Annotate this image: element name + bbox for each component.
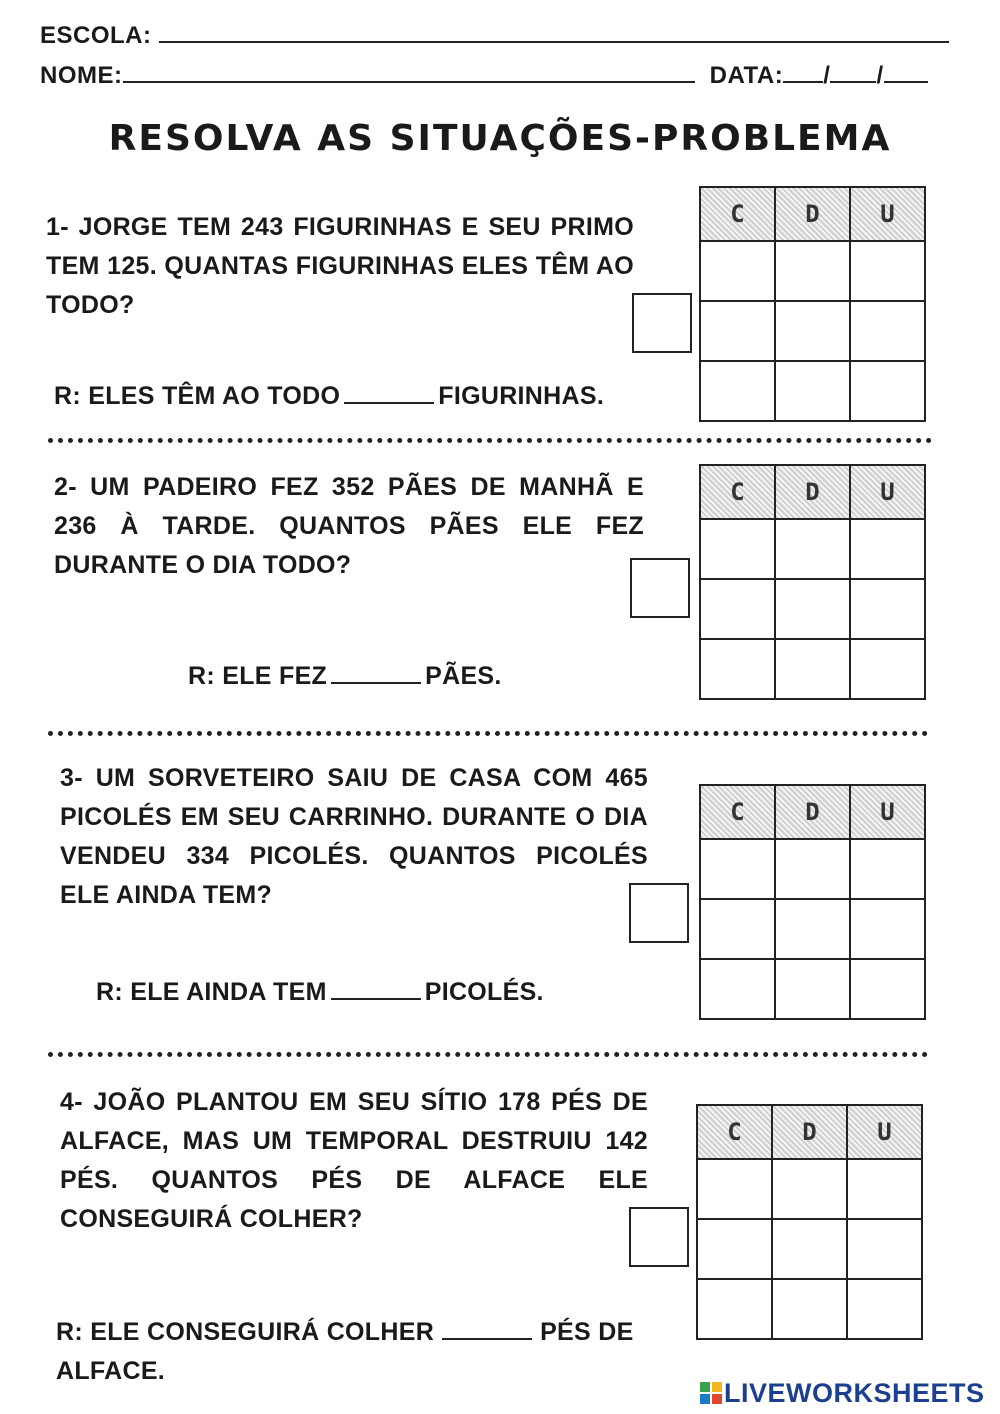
separator <box>48 1052 928 1057</box>
cdu-cell[interactable] <box>700 899 775 959</box>
header-u: U <box>850 785 925 839</box>
cdu-cell[interactable] <box>775 361 850 421</box>
header-u: U <box>847 1105 922 1159</box>
cdu-cell[interactable] <box>850 579 925 639</box>
cdu-cell[interactable] <box>775 301 850 361</box>
name-date-line <box>40 62 928 90</box>
cdu-cell[interactable] <box>775 519 850 579</box>
header-c: C <box>697 1105 772 1159</box>
date-separator: / <box>823 62 831 89</box>
problem-1-text: 1- JORGE TEM 243 FIGURINHAS E SEU PRIMO TEM 125. QUANTAS FIGURINHAS ELES TÊM AO TODO? <box>46 213 634 319</box>
problem-4-cdu-table <box>696 1104 923 1340</box>
name-label: NOME: <box>40 62 123 89</box>
cdu-cell[interactable] <box>850 519 925 579</box>
page-title: RESOLVA AS SITUAÇÕES-PROBLEMA <box>108 118 892 159</box>
header-d: D <box>775 187 850 241</box>
name-field[interactable] <box>123 81 695 83</box>
date-month-field[interactable] <box>830 81 876 83</box>
date-year-field[interactable] <box>884 81 928 83</box>
cdu-cell[interactable] <box>700 639 775 699</box>
problem-2-text: 2- UM PADEIRO FEZ 352 PÃES DE MANHÃ E 236 À TARDE. QUANTOS PÃES ELE FEZ DURANTE O DIA TODO? <box>54 473 644 579</box>
answer-suffix: PÉS DE ALFACE. <box>56 1318 634 1385</box>
problem-3-answer-blank[interactable] <box>331 978 421 1000</box>
problem-4-answer-box[interactable] <box>629 1207 689 1267</box>
date-day-field[interactable] <box>783 81 823 83</box>
problem-3-text: 3- UM SORVETEIRO SAIU DE CASA COM 465 PICOLÉS EM SEU CARRINHO. DURANTE O DIA VENDEU 334 PICOLÉS. QUANTOS PICOLÉS ELE AINDA TEM? <box>60 764 648 909</box>
school-field[interactable] <box>159 41 949 43</box>
cdu-cell[interactable] <box>700 241 775 301</box>
answer-suffix: FIGURINHAS. <box>438 382 605 410</box>
header-d: D <box>775 785 850 839</box>
problem-4-answer <box>56 1313 656 1391</box>
liveworksheets-logo-icon <box>700 1382 722 1404</box>
problem-3-answer <box>96 978 544 1007</box>
cdu-cell[interactable] <box>850 241 925 301</box>
cdu-cell[interactable] <box>700 519 775 579</box>
problem-1-answer-blank[interactable] <box>344 382 434 404</box>
cdu-cell[interactable] <box>850 301 925 361</box>
problem-1-answer <box>54 382 604 411</box>
cdu-cell[interactable] <box>772 1159 847 1219</box>
answer-prefix: R: ELES TÊM AO TODO <box>54 382 341 410</box>
liveworksheets-logo <box>700 1378 985 1409</box>
cdu-cell[interactable] <box>775 839 850 899</box>
answer-suffix: PÃES. <box>425 662 502 690</box>
cdu-cell[interactable] <box>772 1279 847 1339</box>
problem-3-cdu-table <box>699 784 926 1020</box>
brand-name: LIVEWORKSHEETS <box>724 1378 985 1408</box>
cdu-cell[interactable] <box>847 1219 922 1279</box>
cdu-cell[interactable] <box>850 959 925 1019</box>
header-c: C <box>700 187 775 241</box>
problem-2-answer-blank[interactable] <box>331 662 421 684</box>
problem-3-answer-box[interactable] <box>629 883 689 943</box>
header-d: D <box>775 465 850 519</box>
cdu-cell[interactable] <box>775 959 850 1019</box>
answer-prefix: R: ELE CONSEGUIRÁ COLHER <box>56 1318 435 1346</box>
problem-4-text: 4- JOÃO PLANTOU EM SEU SÍTIO 178 PÉS DE ALFACE, MAS UM TEMPORAL DESTRUIU 142 PÉS. QUANTOS PÉS DE ALFACE ELE CONSEGUIRÁ COLHER? <box>60 1088 648 1233</box>
cdu-cell[interactable] <box>850 639 925 699</box>
cdu-cell[interactable] <box>847 1159 922 1219</box>
cdu-cell[interactable] <box>700 579 775 639</box>
cdu-cell[interactable] <box>700 301 775 361</box>
cdu-cell[interactable] <box>775 579 850 639</box>
header-c: C <box>700 785 775 839</box>
problem-2-answer-box[interactable] <box>630 558 690 618</box>
header-d: D <box>772 1105 847 1159</box>
cdu-cell[interactable] <box>697 1159 772 1219</box>
cdu-cell[interactable] <box>850 361 925 421</box>
date-label: DATA: <box>709 62 784 89</box>
cdu-cell[interactable] <box>850 839 925 899</box>
cdu-cell[interactable] <box>775 639 850 699</box>
problem-4-answer-blank[interactable] <box>442 1318 532 1340</box>
problem-2-cdu-table <box>699 464 926 700</box>
header-c: C <box>700 465 775 519</box>
cdu-cell[interactable] <box>775 241 850 301</box>
problem-2-answer <box>188 662 502 691</box>
header-u: U <box>850 465 925 519</box>
cdu-cell[interactable] <box>772 1219 847 1279</box>
answer-suffix: PICOLÉS. <box>424 978 544 1006</box>
cdu-cell[interactable] <box>775 899 850 959</box>
problem-1-answer-box[interactable] <box>632 293 692 353</box>
date-separator: / <box>876 62 884 89</box>
cdu-cell[interactable] <box>697 1279 772 1339</box>
answer-prefix: R: ELE FEZ <box>188 662 328 690</box>
separator <box>48 731 928 736</box>
cdu-cell[interactable] <box>700 959 775 1019</box>
school-label: ESCOLA: <box>40 22 152 49</box>
header-u: U <box>850 187 925 241</box>
cdu-cell[interactable] <box>847 1279 922 1339</box>
cdu-cell[interactable] <box>850 899 925 959</box>
problem-1-cdu-table <box>699 186 926 422</box>
separator <box>48 438 932 443</box>
school-line <box>40 22 949 50</box>
cdu-cell[interactable] <box>700 839 775 899</box>
cdu-cell[interactable] <box>697 1219 772 1279</box>
answer-prefix: R: ELE AINDA TEM <box>96 978 327 1006</box>
cdu-cell[interactable] <box>700 361 775 421</box>
